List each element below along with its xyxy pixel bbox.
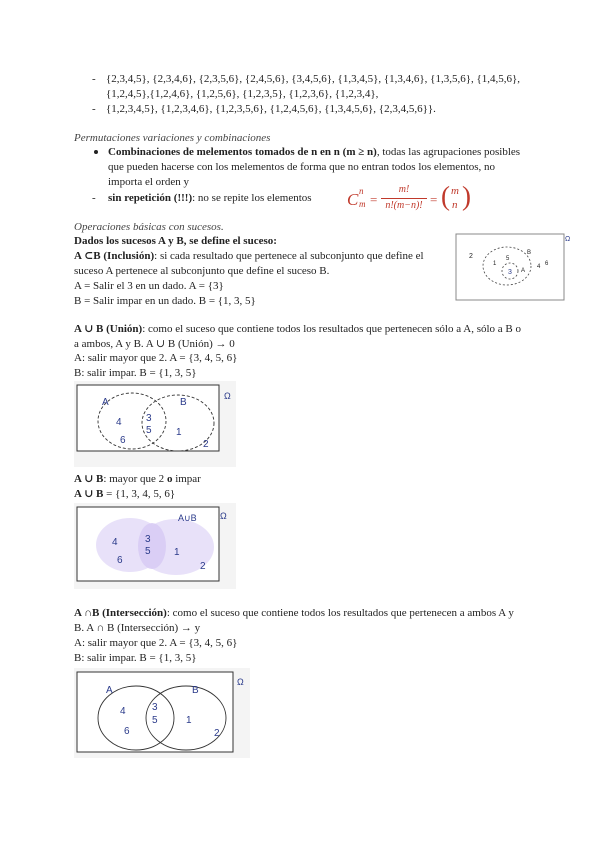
comb-line-1 [108,145,520,159]
label-b: B [527,250,532,256]
incl-line-1 [74,249,424,263]
formula-sub: m [359,199,366,209]
incl-a: A = Salir el 3 en un dado. A = {3} [74,280,224,292]
union-line-2: a ambos, A y B. A ∪ B (Unión) → 0 [74,338,235,350]
union-b: B: salir impar. B = {1, 3, 5} [74,367,197,379]
list-dash: - [92,103,96,115]
num-5: 5 [145,546,151,557]
num-1: 1 [174,547,180,558]
formula-binom-bot: n [452,199,458,211]
label-b: B [192,685,199,696]
comb-bold: Combinaciones de melementos tomados de n en n (m ≥ n) [108,146,377,158]
formula-num: m! [398,184,410,195]
sin-rest: : no se repite los elementos [192,192,312,204]
bullet-dot [94,150,98,154]
num-5: 5 [506,256,510,262]
label-a: A [106,685,113,696]
incl-line-2: suceso A pertenece al subconjunto que define el suceso B. [74,265,330,277]
inter-b: B: salir impar. B = {1, 3, 5} [74,652,197,664]
sin-bold: sin repetición (!!!) [108,192,193,204]
incl-bold: A ⊂B (Inclusión) [74,250,155,262]
union-bold: A ∪ B (Unión) [74,323,143,335]
list-dash: - [92,73,96,85]
inter-rest: : como el suceso que contiene todos los resultados que pertenecen a ambos A y [166,607,514,619]
venn-union-outline [74,381,236,467]
formula-c: C [347,190,359,209]
num-2: 2 [203,439,209,450]
incl-b: B = Salir impar en un dado. B = {1, 3, 5} [74,295,256,307]
num-4: 4 [537,264,541,270]
num-3: 3 [508,269,512,276]
dados-line: Dados los sucesos A y B, se define el suceso: [74,235,277,247]
venn-union-shaded [74,503,236,589]
comb-line-2: que pueden hacerse con los melementos de forma que no entran todos los elementos, no [108,161,496,173]
union-result [74,487,175,501]
venn-inclusion [455,232,573,302]
inter-a: A: salir mayor que 2. A = {3, 4, 5, 6} [74,637,238,649]
union-example [74,472,201,486]
inter-line-2: B. A ∩ B (Intersección) → y [74,622,201,634]
num-1: 1 [493,261,497,267]
list-dash: - [92,192,96,204]
num-3: 3 [152,702,158,713]
num-5: 5 [146,425,152,436]
num-3: 3 [145,534,151,545]
omega-label: Ω [220,511,227,521]
formula-den: n!(m−n)! [385,200,423,211]
formula-sup: n [359,186,364,196]
num-2: 2 [214,728,220,739]
num-2: 2 [469,253,473,260]
union-rest: : como el suceso que contiene todos los resultados que pertenecen sólo a A, sólo a B o [142,323,522,335]
omega-label: Ω [565,236,571,243]
comb-line-3: importa el orden y [108,176,189,188]
num-6: 6 [120,435,126,446]
union-line-1 [74,322,521,336]
num-1: 1 [176,427,182,438]
num-6: 6 [545,261,549,267]
inter-bold: A ∩B (Intersección) [74,607,167,619]
omega-label: Ω [237,677,244,687]
union-ex-bold: A ∪ B [74,473,104,485]
union-ex-impar: impar [172,473,201,485]
ops-heading: Operaciones básicas con sucesos. [74,221,224,233]
omega-label: Ω [224,391,231,401]
venn-intersection [74,668,250,758]
sets-line-3: {1,2,3,4,5}, {1,2,3,4,6}, {1,2,3,5,6}, {1,2,4,5,6}, {1,3,4,5,6}, {2,3,4,5,6}}. [106,103,436,115]
sets-line-2: {1,2,4,5},{1,2,4,6}, {1,2,5,6}, {1,2,3,5}, {1,2,3,6}, {1,2,3,4}, [106,88,379,100]
union-res-bold: A ∪ B [74,488,104,500]
inter-line-1 [74,606,514,620]
sets-line-1: {2,3,4,5}, {2,3,4,6}, {2,3,5,6}, {2,4,5,6}, {3,4,5,6}, {1,3,4,5}, {1,3,4,6}, {1,3,5,6}, {1,4,5,6}, [106,73,521,85]
union-a: A: salir mayor que 2. A = {3, 4, 5, 6} [74,352,238,364]
union-label: A∪B [178,513,197,523]
union-ex-o: o [164,473,173,485]
label-a: A [102,397,109,408]
perm-heading: Permutaciones variaciones y combinaciones [74,132,271,144]
num-4: 4 [112,537,118,548]
num-6: 6 [117,555,123,566]
sin-line [108,191,312,205]
union-res-rest: = {1, 3, 4, 5, 6} [103,488,176,500]
num-2: 2 [200,561,206,572]
formula-binom-top: m [451,185,459,197]
num-1: 1 [186,715,192,726]
num-4: 4 [116,417,122,428]
combination-formula: C n m = m! n!(m−n)! = ( m n ) [347,181,471,211]
union-ex-rest: : mayor que 2 [103,473,165,485]
num-5: 5 [152,715,158,726]
incl-rest: : si cada resultado que pertenece al subconjunto que define el [154,250,424,262]
num-4: 4 [120,706,126,717]
num-3: 3 [146,413,152,424]
label-a: A [521,268,526,274]
label-b: B [180,397,187,408]
comb-rest: , todas las agrupaciones posibles [376,146,521,158]
num-6: 6 [124,726,130,737]
